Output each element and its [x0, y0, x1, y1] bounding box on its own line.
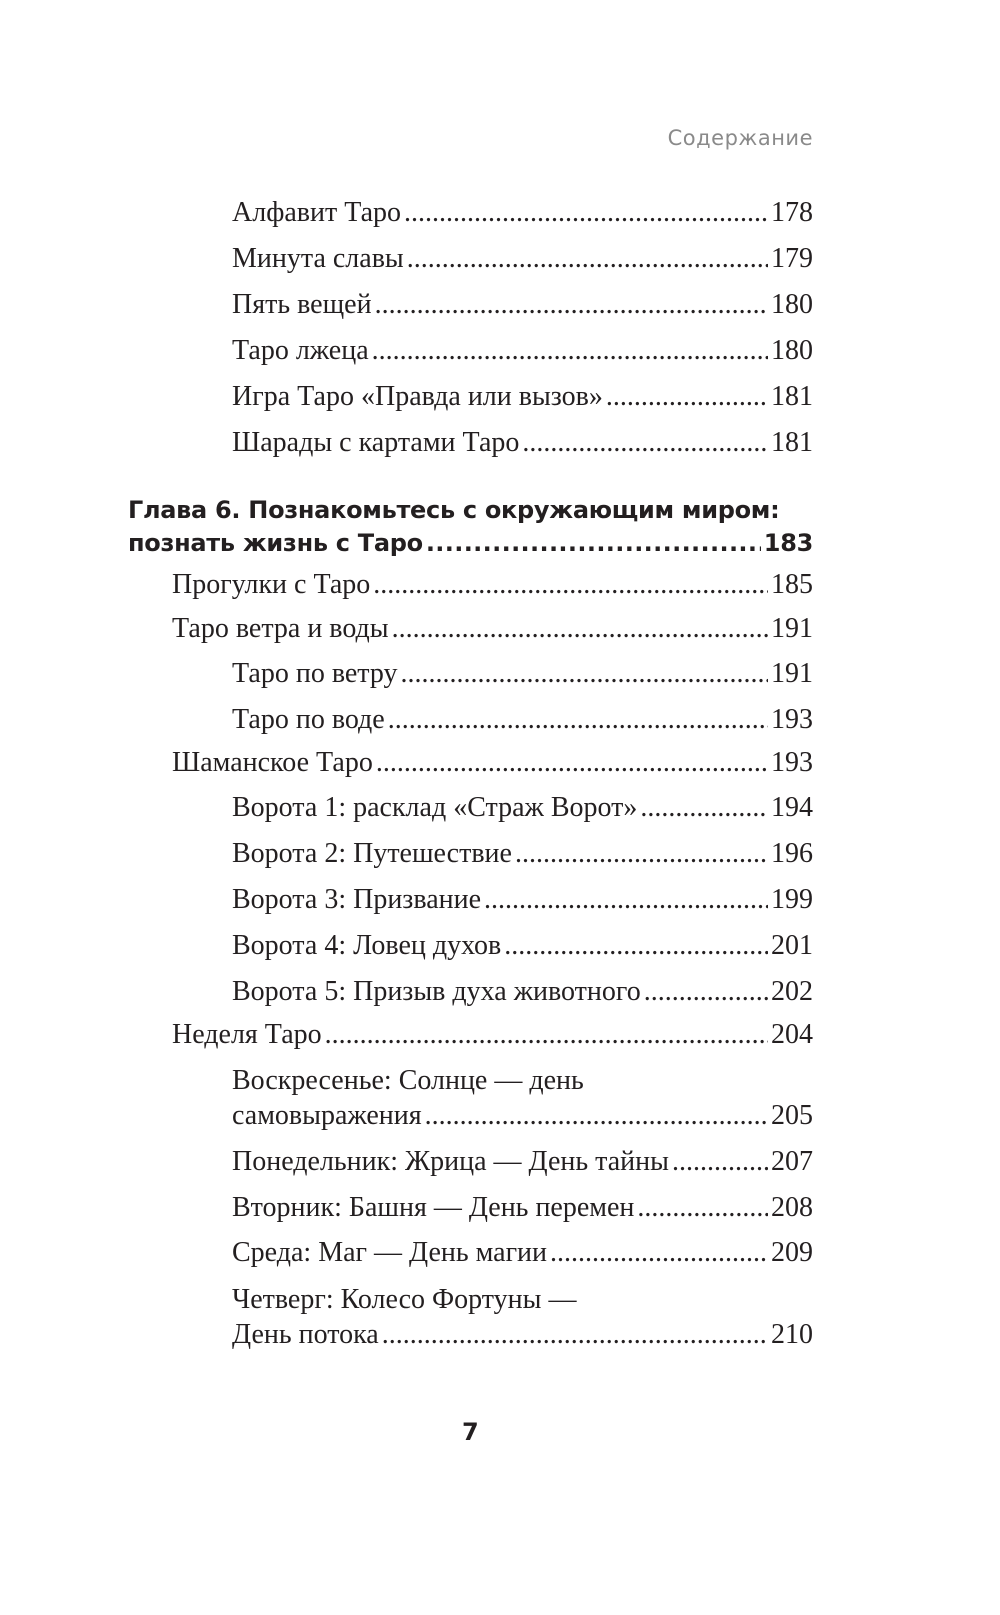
toc-entry-page: 181 — [771, 427, 813, 458]
toc-entry-page: 202 — [771, 976, 813, 1007]
toc-entry — [232, 425, 813, 461]
dot-leader — [407, 241, 768, 277]
toc-entry-page: 178 — [771, 197, 813, 228]
toc-entry-title: познать жизнь с Таро — [128, 529, 423, 557]
toc-entry — [172, 611, 813, 647]
toc-entry-title-line1: Воскресенье: Солнце — день — [232, 1065, 584, 1096]
toc-entry — [232, 656, 813, 692]
toc-entry-page: 204 — [771, 1019, 813, 1050]
toc-entry-title: самовыражения — [232, 1100, 422, 1131]
toc-entry-page: 210 — [771, 1319, 813, 1350]
dot-leader — [550, 1235, 768, 1271]
toc-entry-page: 194 — [771, 792, 813, 823]
toc-entry — [232, 836, 813, 872]
toc-entry — [232, 882, 813, 918]
toc-entry-page: 196 — [771, 838, 813, 869]
toc-entry — [232, 333, 813, 369]
toc-entry-title: Ворота 3: Призвание — [232, 884, 482, 915]
toc-entry-page: 191 — [771, 613, 813, 644]
toc-entry-page: 183 — [763, 529, 813, 557]
toc-entry — [232, 1190, 813, 1226]
dot-leader — [375, 287, 768, 323]
toc-entry-title: Прогулки с Таро — [172, 569, 371, 600]
toc-chapter — [128, 525, 813, 561]
dot-leader — [484, 882, 768, 918]
toc-entry-title: Неделя Таро — [172, 1019, 322, 1050]
dot-leader — [522, 425, 768, 461]
toc-entry-title: Среда: Маг — День магии — [232, 1237, 548, 1268]
toc-entry-page: 180 — [771, 289, 813, 320]
toc-entry-title: Ворота 1: расклад «Страж Ворот» — [232, 792, 638, 823]
toc-entry — [232, 1235, 813, 1271]
dot-leader — [388, 702, 768, 738]
toc-entry-page: 199 — [771, 884, 813, 915]
toc-entry-title: День потока — [232, 1319, 379, 1350]
toc-entry — [232, 241, 813, 277]
toc-entry-page: 185 — [771, 569, 813, 600]
dot-leader — [504, 928, 768, 964]
toc-entry-page: 191 — [771, 658, 813, 689]
toc-entry — [232, 1144, 813, 1180]
toc-entry-title: Шаманское Таро — [172, 747, 373, 778]
toc-entry-title: Ворота 5: Призыв духа животного — [232, 976, 641, 1007]
dot-leader — [325, 1017, 768, 1053]
toc-entry — [172, 1017, 813, 1053]
toc-entry — [232, 790, 813, 826]
toc-entry — [232, 974, 813, 1010]
dot-leader — [640, 790, 768, 826]
dot-leader — [404, 195, 768, 231]
toc-entry-page: 208 — [771, 1192, 813, 1223]
toc-entry — [232, 1098, 813, 1134]
dot-leader — [637, 1190, 768, 1226]
toc-entry-page: 181 — [771, 381, 813, 412]
toc-entry-title: Понедельник: Жрица — День тайны — [232, 1146, 669, 1177]
toc-entry-title: Таро по ветру — [232, 658, 398, 689]
dot-leader — [401, 656, 768, 692]
dot-leader — [392, 611, 768, 647]
toc-entry-first-line — [232, 1282, 813, 1318]
toc-entry — [232, 928, 813, 964]
dot-leader — [376, 745, 768, 781]
toc-entry — [172, 745, 813, 781]
toc-entry-title: Таро лжеца — [232, 335, 369, 366]
toc-entry-title-line1: Глава 6. Познакомьтесь с окружающим миром: — [128, 496, 780, 524]
page-number: 7 — [462, 1418, 479, 1446]
toc-entry — [232, 287, 813, 323]
dot-leader — [382, 1317, 768, 1353]
toc-entry-first-line — [128, 492, 813, 528]
toc-entry-page: 180 — [771, 335, 813, 366]
dot-leader — [606, 379, 768, 415]
dot-leader — [426, 525, 761, 561]
toc-entry-page: 207 — [771, 1146, 813, 1177]
toc-entry-title: Таро ветра и воды — [172, 613, 389, 644]
dot-leader — [425, 1098, 768, 1134]
toc-entry-page: 205 — [771, 1100, 813, 1131]
toc-entry-title: Ворота 4: Ловец духов — [232, 930, 502, 961]
running-title: Содержание — [667, 126, 813, 150]
dot-leader — [644, 974, 768, 1010]
toc-entry — [232, 702, 813, 738]
toc-entry-first-line — [232, 1063, 813, 1099]
toc-entry-title: Минута славы — [232, 243, 404, 274]
toc-entry-page: 201 — [771, 930, 813, 961]
toc-entry-title: Игра Таро «Правда или вызов» — [232, 381, 603, 412]
toc-entry — [232, 195, 813, 231]
toc-entry-page: 209 — [771, 1237, 813, 1268]
toc-entry-title: Алфавит Таро — [232, 197, 402, 228]
toc-entry-page: 193 — [771, 747, 813, 778]
dot-leader — [672, 1144, 768, 1180]
toc-entry-page: 193 — [771, 704, 813, 735]
toc-entry — [232, 379, 813, 415]
toc-entry-title: Таро по воде — [232, 704, 385, 735]
dot-leader — [515, 836, 768, 872]
toc-entry-title: Вторник: Башня — День перемен — [232, 1192, 635, 1223]
toc-entry-title: Ворота 2: Путешествие — [232, 838, 512, 869]
toc-entry-title: Пять вещей — [232, 289, 372, 320]
toc-entry — [172, 567, 813, 603]
dot-leader — [372, 333, 768, 369]
toc-entry-title-line1: Четверг: Колесо Фортуны — — [232, 1284, 577, 1315]
toc-entry-page: 179 — [771, 243, 813, 274]
toc-entry — [232, 1317, 813, 1353]
dot-leader — [373, 567, 768, 603]
toc-entry-title: Шарады с картами Таро — [232, 427, 520, 458]
